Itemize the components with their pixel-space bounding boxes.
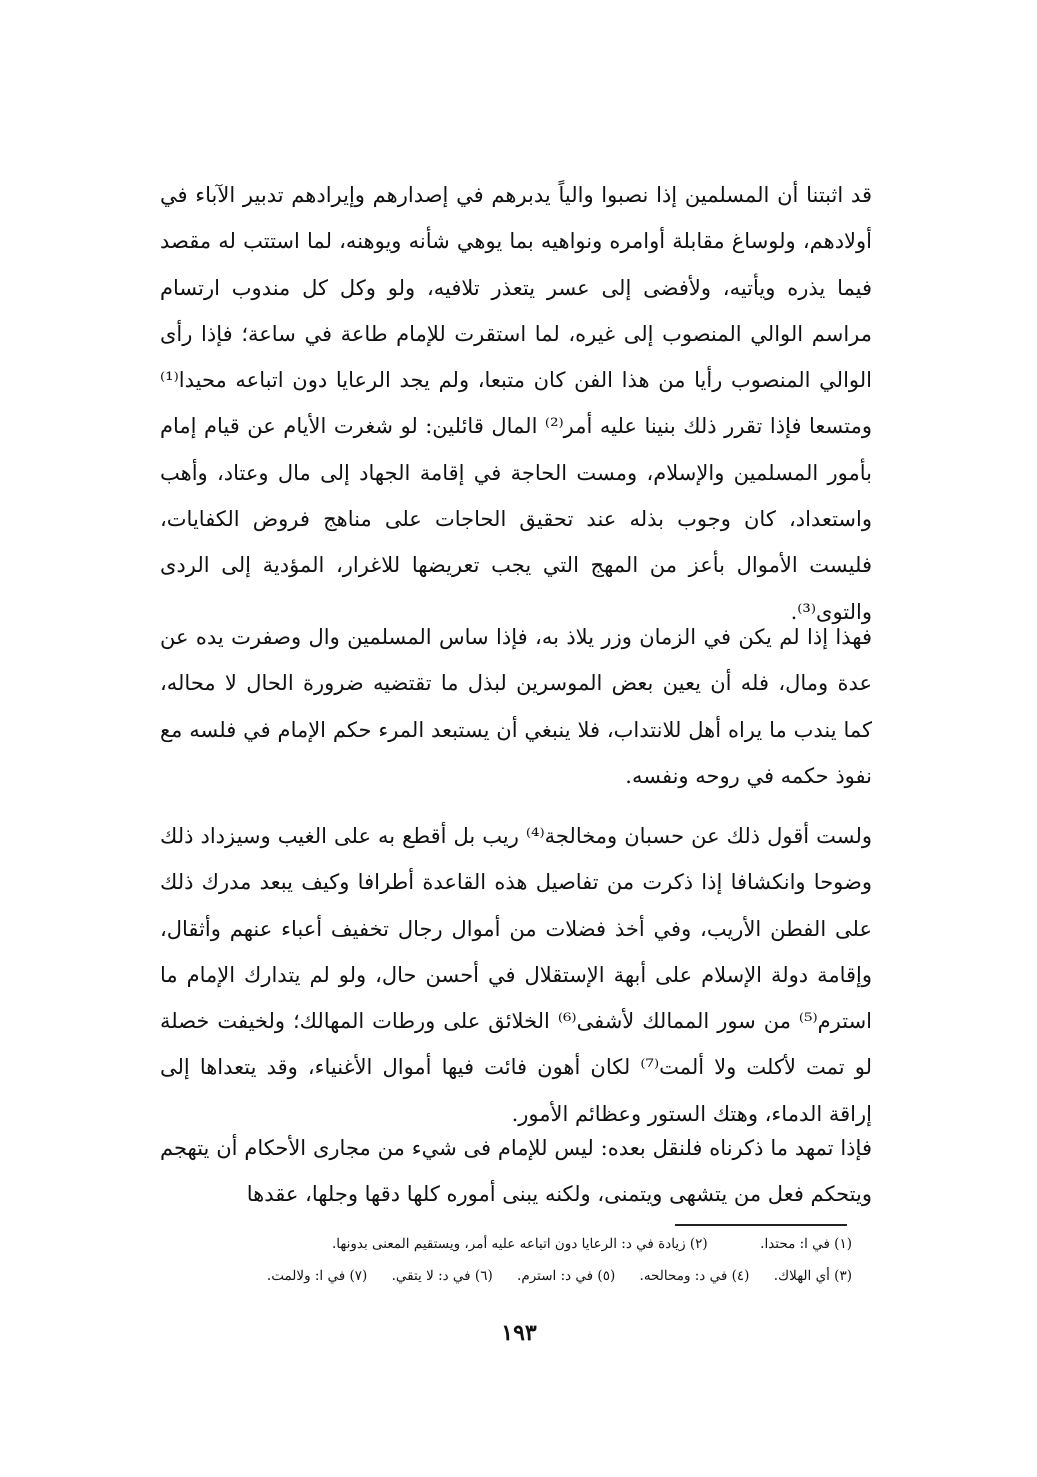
body-paragraph-2: فهذا إذا لم يكن في الزمان وزر يلاذ به، فإذا ساس المسلمين وال وصفرت يده عن عدة ومال، فله أن يعين بعض الموسرين لبذل ما تقتضيه ضرورة الحال لا محاله، كما يندب ما يراه أهل للانتداب، فلا ينبغي أن يستبعد المرء حكم الإمام في فلسه مع نفوذ حكمه في روحه ونفسه.: [160, 625, 872, 788]
footnote-row-2: [168, 1266, 852, 1286]
body-paragraph-4: فإذا تمهد ما ذكرناه فلنقل بعده: ليس للإمام فى شيء من مجارى الأحكام أن يتهجم ويتحكم فعل من يتشهى ويتمنى، ولكنه يبنى أموره كلها دقها وجلها، عقدها: [160, 1136, 872, 1207]
footnote-7: (٧) في ا: ولالمت.: [266, 1268, 368, 1284]
footnote-1: (١) في ا: محتدا.: [760, 1236, 852, 1252]
footnote-4: (٤) في د: ومحالحه.: [639, 1268, 750, 1284]
footnote-3: (٣) أي الهلاك.: [773, 1268, 852, 1284]
body-paragraph-1: قد اثبتنا أن المسلمين إذا نصبوا والياً يدبرهم في إصدارهم وإيرادهم تدبير الآباء في أولادهم، ولوساغ مقابلة أوامره ونواهيه بما يوهي شأنه ويوهنه، لما استتب له مقصد فيما يذره ويأتيه، ولأفضى إلى عسر يتعذر تلافيه، ولو وكل كل مندوب ارتسام مراسم الوالي المنصوب إلى غيره، لما استقرت للإمام طاعة في ساعة؛ فإذا رأى الوالي المنصوب رأيا من هذا الفن كان متبعا، ولم يجد الرعايا دون اتباعه محيدا⁽¹⁾ ومتسعا فإذا تقرر ذلك بنينا عليه أمر⁽²⁾ المال قائلين: لو شغرت الأيام عن قيام إمام بأمور المسلمين والإسلام، ومست الحاجة في إقامة الجهاد إلى مال وعتاد، وأهب واستعداد، كان وجوب بذله عند تحقيق الحاجات على مناهج فروض الكفايات، فليست الأموال بأعز من المهج التي يجب تعريضها للاغرار، المؤدية إلى الردى والتوى⁽³⁾.: [160, 183, 873, 624]
body-paragraph-3: ولست أقول ذلك عن حسبان ومخالجة⁽⁴⁾ ريب بل أقطع به على الغيب وسيزداد ذلك وضوحا وانكشافا إذا ذكرت من تفاصيل هذه القاعدة أطرافا وكيف يبعد مدرك ذلك على الفطن الأريب، وفي أخذ فضلات من أموال رجال تخفيف أعباء عنهم وأثقال، وإقامة دولة الإسلام على أبهة الإستقلال في أحسن حال، ولو لم يتدارك الإمام ما استرم⁽⁵⁾ من سور الممالك لأشفى⁽⁶⁾ الخلائق على ورطات المهالك؛ ولخيفت خصلة لو تمت لأكلت ولا ألمت⁽⁷⁾ لكان أهون فائت فيها أموال الأغنياء، وقد يتعداها إلى إراقة الدماء، وهتك الستور وعظائم الأمور.: [160, 824, 873, 1126]
footnote-2: (٢) زيادة في د: الرعايا دون اتباعه عليه أمر، ويستقيم المعنى بدونها.: [332, 1236, 708, 1252]
page-number: ١٩٣: [501, 1320, 537, 1346]
footnote-separator: [675, 1224, 847, 1226]
footnote-5: (٥) في د: استرم.: [517, 1268, 616, 1284]
footnote-6: (٦) في د: لا يتقي.: [391, 1268, 493, 1284]
footnote-row-1: [168, 1234, 852, 1254]
